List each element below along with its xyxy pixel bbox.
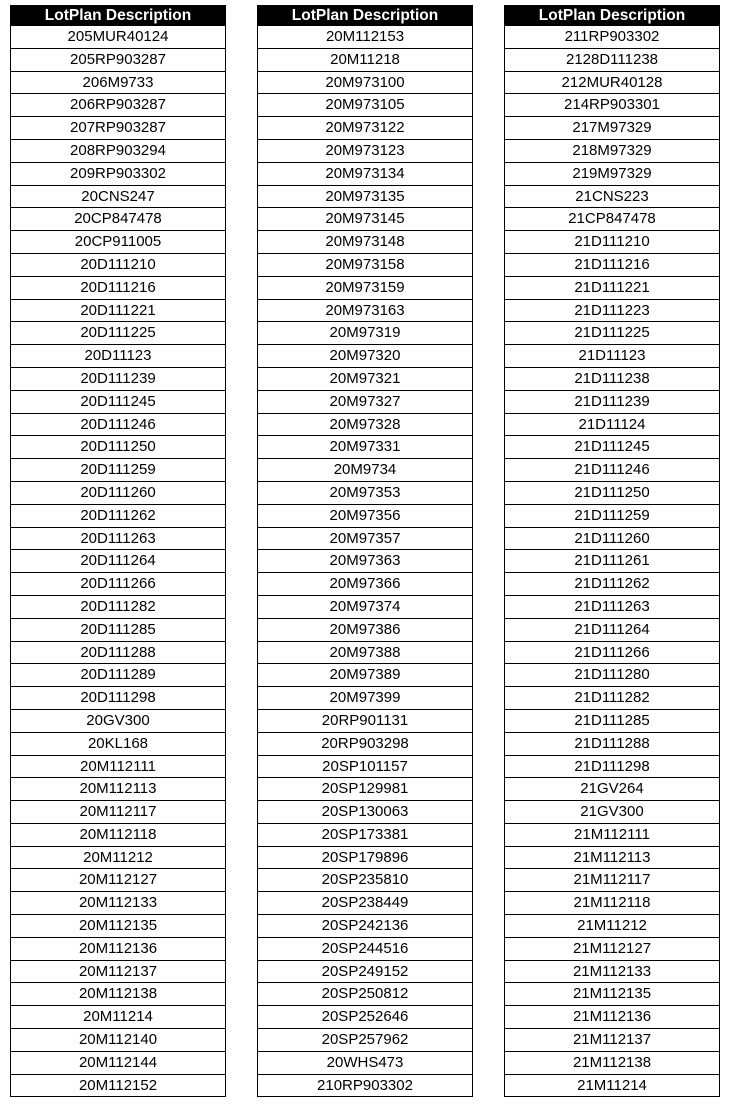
lotplan-cell[interactable]: 20M973123: [258, 140, 472, 163]
lotplan-cell[interactable]: 20SP179896: [258, 847, 472, 870]
lotplan-cell[interactable]: 20D111263: [11, 528, 225, 551]
lotplan-cell[interactable]: 21D111221: [505, 277, 719, 300]
lotplan-cell[interactable]: 21D111264: [505, 619, 719, 642]
lotplan-cell[interactable]: 20M97388: [258, 642, 472, 665]
lotplan-cell[interactable]: 20M973135: [258, 186, 472, 209]
lotplan-cell[interactable]: 20D111282: [11, 596, 225, 619]
lotplan-cell[interactable]: 21D111298: [505, 756, 719, 779]
lotplan-cell[interactable]: 20D111288: [11, 642, 225, 665]
lotplan-cell[interactable]: 20M973134: [258, 163, 472, 186]
lotplan-cell[interactable]: 21D111266: [505, 642, 719, 665]
lotplan-cell[interactable]: 2128D111238: [505, 49, 719, 72]
lotplan-cell[interactable]: 21CNS223: [505, 186, 719, 209]
lotplan-cell[interactable]: 21M112138: [505, 1052, 719, 1075]
lotplan-cell[interactable]: 205MUR40124: [11, 26, 225, 49]
lotplan-cell[interactable]: 20M11218: [258, 49, 472, 72]
lotplan-cell[interactable]: 20D111239: [11, 368, 225, 391]
lotplan-cell[interactable]: 21D111262: [505, 573, 719, 596]
lotplan-cell[interactable]: 20D111245: [11, 391, 225, 414]
lotplan-cell[interactable]: 21GV264: [505, 778, 719, 801]
lotplan-cell[interactable]: 20SP129981: [258, 778, 472, 801]
lotplan-cell[interactable]: 20M112153: [258, 26, 472, 49]
lotplan-cell[interactable]: 20SP249152: [258, 961, 472, 984]
column-header: LotPlan Description: [258, 6, 472, 26]
lotplan-cell[interactable]: 21D11124: [505, 414, 719, 437]
lotplan-cell[interactable]: 20M112127: [11, 869, 225, 892]
lotplan-cell[interactable]: 20SP252646: [258, 1006, 472, 1029]
lotplan-cell[interactable]: 208RP903294: [11, 140, 225, 163]
lotplan-cell[interactable]: 20M973100: [258, 72, 472, 95]
lotplan-cell[interactable]: 20D111264: [11, 550, 225, 573]
lotplan-cell[interactable]: 20SP250812: [258, 983, 472, 1006]
lotplan-cell[interactable]: 21M112127: [505, 938, 719, 961]
column-header: LotPlan Description: [505, 6, 719, 26]
lotplan-cell[interactable]: 20D111246: [11, 414, 225, 437]
lotplan-column-2: [257, 5, 473, 1097]
lotplan-cell[interactable]: 20D111250: [11, 436, 225, 459]
lotplan-cell[interactable]: 21D111246: [505, 459, 719, 482]
lotplan-cell[interactable]: 20M97374: [258, 596, 472, 619]
lotplan-cell[interactable]: 21D11123: [505, 345, 719, 368]
lotplan-cell[interactable]: 20M97327: [258, 391, 472, 414]
lotplan-cell[interactable]: 209RP903302: [11, 163, 225, 186]
lotplan-cell[interactable]: 206RP903287: [11, 94, 225, 117]
lotplan-cell[interactable]: 20SP101157: [258, 756, 472, 779]
lotplan-cell[interactable]: 21D111245: [505, 436, 719, 459]
lotplan-cell[interactable]: 20M112133: [11, 892, 225, 915]
lotplan-cell[interactable]: 21D111282: [505, 687, 719, 710]
lotplan-cell[interactable]: 20M112118: [11, 824, 225, 847]
lotplan-cell[interactable]: 20D111221: [11, 300, 225, 323]
lotplan-cell[interactable]: 21M11214: [505, 1075, 719, 1098]
lotplan-cell[interactable]: 20M97328: [258, 414, 472, 437]
lotplan-cell[interactable]: 214RP903301: [505, 94, 719, 117]
lotplan-cell[interactable]: 20SP242136: [258, 915, 472, 938]
lotplan-cell[interactable]: 21M11212: [505, 915, 719, 938]
lotplan-cell[interactable]: 20KL168: [11, 733, 225, 756]
lotplan-cell[interactable]: 21M112135: [505, 983, 719, 1006]
lotplan-cell[interactable]: 211RP903302: [505, 26, 719, 49]
lotplan-cell[interactable]: 20M112144: [11, 1052, 225, 1075]
lotplan-cell[interactable]: 21M112133: [505, 961, 719, 984]
lotplan-cell[interactable]: 20SP257962: [258, 1029, 472, 1052]
lotplan-cell[interactable]: 20CP847478: [11, 208, 225, 231]
lotplan-cell[interactable]: 20CNS247: [11, 186, 225, 209]
lotplan-cell[interactable]: 20M973145: [258, 208, 472, 231]
lotplan-cell[interactable]: 21D111250: [505, 482, 719, 505]
lotplan-cell[interactable]: 20M112135: [11, 915, 225, 938]
lotplan-cell[interactable]: 20SP244516: [258, 938, 472, 961]
lotplan-cell[interactable]: 21M112136: [505, 1006, 719, 1029]
lotplan-cell[interactable]: 20M97357: [258, 528, 472, 551]
lotplan-cell[interactable]: 21M112113: [505, 847, 719, 870]
lotplan-cell[interactable]: 20M11214: [11, 1006, 225, 1029]
lotplan-cell[interactable]: 21M112111: [505, 824, 719, 847]
lotplan-cell[interactable]: 20M973105: [258, 94, 472, 117]
lotplan-cell[interactable]: 212MUR40128: [505, 72, 719, 95]
lotplan-cell[interactable]: 20M973159: [258, 277, 472, 300]
lotplan-cell[interactable]: 20D111260: [11, 482, 225, 505]
lotplan-cell[interactable]: 20D111266: [11, 573, 225, 596]
lotplan-cell[interactable]: 20GV300: [11, 710, 225, 733]
lotplan-cell[interactable]: 20M9734: [258, 459, 472, 482]
lotplan-cell[interactable]: 20D111298: [11, 687, 225, 710]
lotplan-cell[interactable]: 20M97320: [258, 345, 472, 368]
lotplan-cell[interactable]: 20M97321: [258, 368, 472, 391]
lotplan-cell[interactable]: 217M97329: [505, 117, 719, 140]
lotplan-column-3: [504, 5, 720, 1097]
lotplan-cell[interactable]: 20D111216: [11, 277, 225, 300]
lotplan-cell[interactable]: 20M97386: [258, 619, 472, 642]
lotplan-cell[interactable]: 21D111261: [505, 550, 719, 573]
lotplan-cell[interactable]: 205RP903287: [11, 49, 225, 72]
lotplan-cell[interactable]: 21D111216: [505, 254, 719, 277]
lotplan-cell[interactable]: 20M97366: [258, 573, 472, 596]
lotplan-cell[interactable]: 210RP903302: [258, 1075, 472, 1098]
lotplan-cell[interactable]: 20D111259: [11, 459, 225, 482]
lotplan-cell[interactable]: 21D111263: [505, 596, 719, 619]
lotplan-cell[interactable]: 20M112117: [11, 801, 225, 824]
lotplan-cell[interactable]: 20M973163: [258, 300, 472, 323]
lotplan-cell[interactable]: 21D111239: [505, 391, 719, 414]
column-header: LotPlan Description: [11, 6, 225, 26]
lotplan-cell[interactable]: 20M97389: [258, 664, 472, 687]
lotplan-cell[interactable]: 21GV300: [505, 801, 719, 824]
lotplan-cell[interactable]: 20D111289: [11, 664, 225, 687]
lotplan-cell[interactable]: 20D111262: [11, 505, 225, 528]
lotplan-cell[interactable]: 20SP235810: [258, 869, 472, 892]
lotplan-cell[interactable]: 20M112113: [11, 778, 225, 801]
lotplan-cell[interactable]: 21D111210: [505, 231, 719, 254]
lotplan-cell[interactable]: 21D111288: [505, 733, 719, 756]
lotplan-cell[interactable]: 21D111259: [505, 505, 719, 528]
lotplan-cell[interactable]: 218M97329: [505, 140, 719, 163]
lotplan-cell[interactable]: 21D111238: [505, 368, 719, 391]
lotplan-cell[interactable]: 207RP903287: [11, 117, 225, 140]
lotplan-cell[interactable]: 20M973148: [258, 231, 472, 254]
lotplan-cell[interactable]: 20M97356: [258, 505, 472, 528]
lotplan-cell[interactable]: 21M112137: [505, 1029, 719, 1052]
lotplan-cell[interactable]: 20SP130063: [258, 801, 472, 824]
lotplan-cell[interactable]: 20RP901131: [258, 710, 472, 733]
lotplan-cell[interactable]: 20M97331: [258, 436, 472, 459]
lotplan-cell[interactable]: 20M97399: [258, 687, 472, 710]
lotplan-cell[interactable]: 20M97363: [258, 550, 472, 573]
lotplan-cell[interactable]: 20M112138: [11, 983, 225, 1006]
lotplan-cell[interactable]: 20M973122: [258, 117, 472, 140]
lotplan-cell[interactable]: 20M112136: [11, 938, 225, 961]
lotplan-cell[interactable]: 20M97353: [258, 482, 472, 505]
lotplan-cell[interactable]: 20M112152: [11, 1075, 225, 1098]
lotplan-cell[interactable]: 21M112117: [505, 869, 719, 892]
lotplan-cell[interactable]: 21D111285: [505, 710, 719, 733]
lotplan-cell[interactable]: 20CP911005: [11, 231, 225, 254]
lotplan-cell[interactable]: 21D111280: [505, 664, 719, 687]
lotplan-cell[interactable]: 20SP238449: [258, 892, 472, 915]
lotplan-cell[interactable]: 206M9733: [11, 72, 225, 95]
lotplan-cell[interactable]: 20D111210: [11, 254, 225, 277]
lotplan-cell[interactable]: 20M11212: [11, 847, 225, 870]
lotplan-cell[interactable]: 20SP173381: [258, 824, 472, 847]
lotplan-cell[interactable]: 20D111285: [11, 619, 225, 642]
lotplan-cell[interactable]: 20WHS473: [258, 1052, 472, 1075]
lotplan-cell[interactable]: 21D111225: [505, 322, 719, 345]
lotplan-cell[interactable]: 21M112118: [505, 892, 719, 915]
lotplan-cell[interactable]: 21CP847478: [505, 208, 719, 231]
lotplan-cell[interactable]: 219M97329: [505, 163, 719, 186]
lotplan-cell[interactable]: 20RP903298: [258, 733, 472, 756]
lotplan-cell[interactable]: 20D111225: [11, 322, 225, 345]
lotplan-cell[interactable]: 20M112111: [11, 756, 225, 779]
lotplan-cell[interactable]: 20M112140: [11, 1029, 225, 1052]
lotplan-column-1: [10, 5, 226, 1097]
lotplan-cell[interactable]: 21D111223: [505, 300, 719, 323]
lotplan-cell[interactable]: 21D111260: [505, 528, 719, 551]
lotplan-cell[interactable]: 20M97319: [258, 322, 472, 345]
lotplan-cell[interactable]: 20M112137: [11, 961, 225, 984]
lotplan-cell[interactable]: 20M973158: [258, 254, 472, 277]
lotplan-cell[interactable]: 20D11123: [11, 345, 225, 368]
